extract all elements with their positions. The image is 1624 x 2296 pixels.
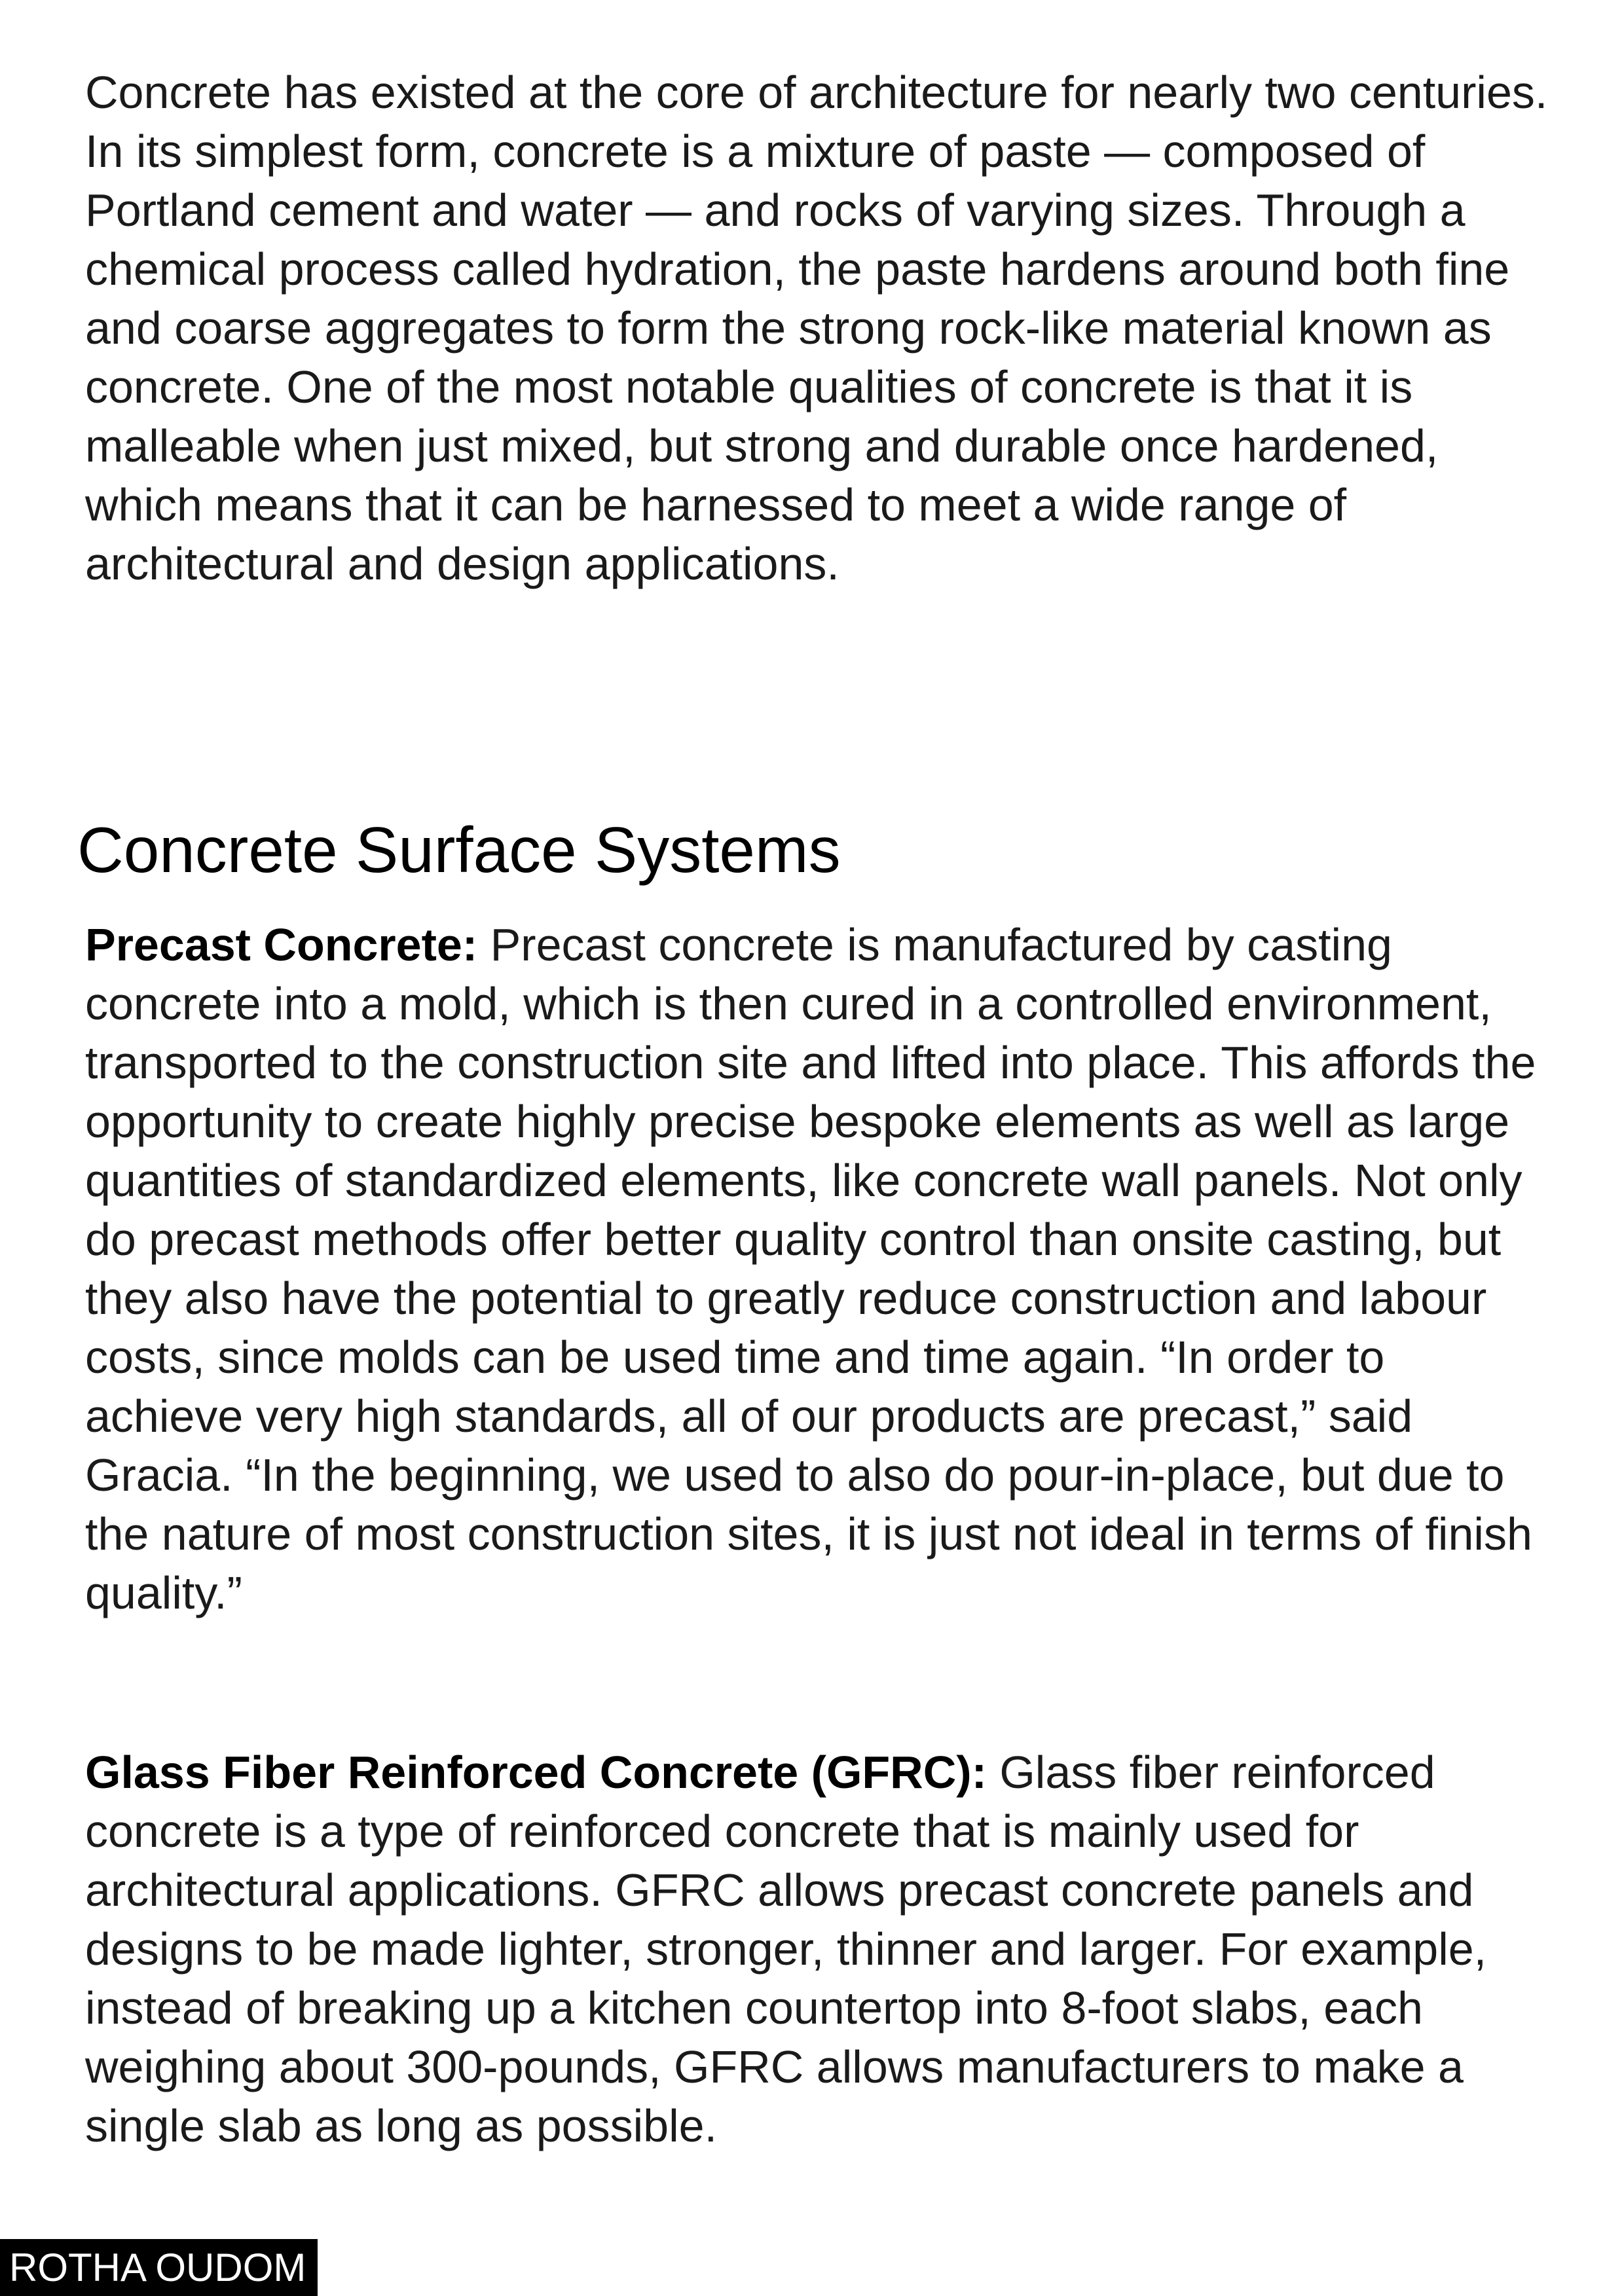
- intro-paragraph: Concrete has existed at the core of architecture for nearly two centuries. In its simplest form, concrete is a mixture of paste — composed of Portland cement and water — and rocks of varying sizes. Through a chemical process called hydration, the paste hardens around both fine and coarse aggregates to form the strong rock-like material known as concrete. One of the most notable qualities of concrete is that it is malleable when just mixed, but strong and durable once hardened, which means that it can be harnessed to meet a wide range of architectural and design applications.: [85, 67, 1548, 589]
- precast-lead: Precast Concrete:: [85, 919, 478, 970]
- precast-paragraph: [85, 915, 1552, 1622]
- gfrc-lead: Glass Fiber Reinforced Concrete (GFRC):: [85, 1747, 987, 1798]
- precast-body: Precast concrete is manufactured by casting concrete into a mold, which is then cured in a controlled environment, transported to the construction site and lifted into place. This affords the opportunity to create highly precise bespoke elements as well as large quantities of standardized elements, like concrete wall panels. Not only do precast methods offer better quality control than onsite casting, but they also have the potential to greatly reduce construction and labour costs, since molds can be used time and time again. “In order to achieve very high standards, all of our products are precast,” said Gracia. “In the beginning, we used to also do pour-in-place, but due to the nature of most construction sites, it is just not ideal in terms of finish quality.”: [85, 919, 1536, 1618]
- section-heading: Concrete Surface Systems: [77, 814, 841, 886]
- gfrc-body: Glass fiber reinforced concrete is a type of reinforced concrete that is mainly used for architectural applications. GFRC allows precast concrete panels and designs to be made lighter, stronger, thinner and larger. For example, instead of breaking up a kitchen countertop into 8-foot slabs, each weighing about 300-pounds, GFRC allows manufacturers to make a single slab as long as possible.: [85, 1747, 1487, 2151]
- author-tag: ROTHA OUDOM: [0, 2239, 318, 2296]
- gfrc-paragraph: [85, 1743, 1552, 2155]
